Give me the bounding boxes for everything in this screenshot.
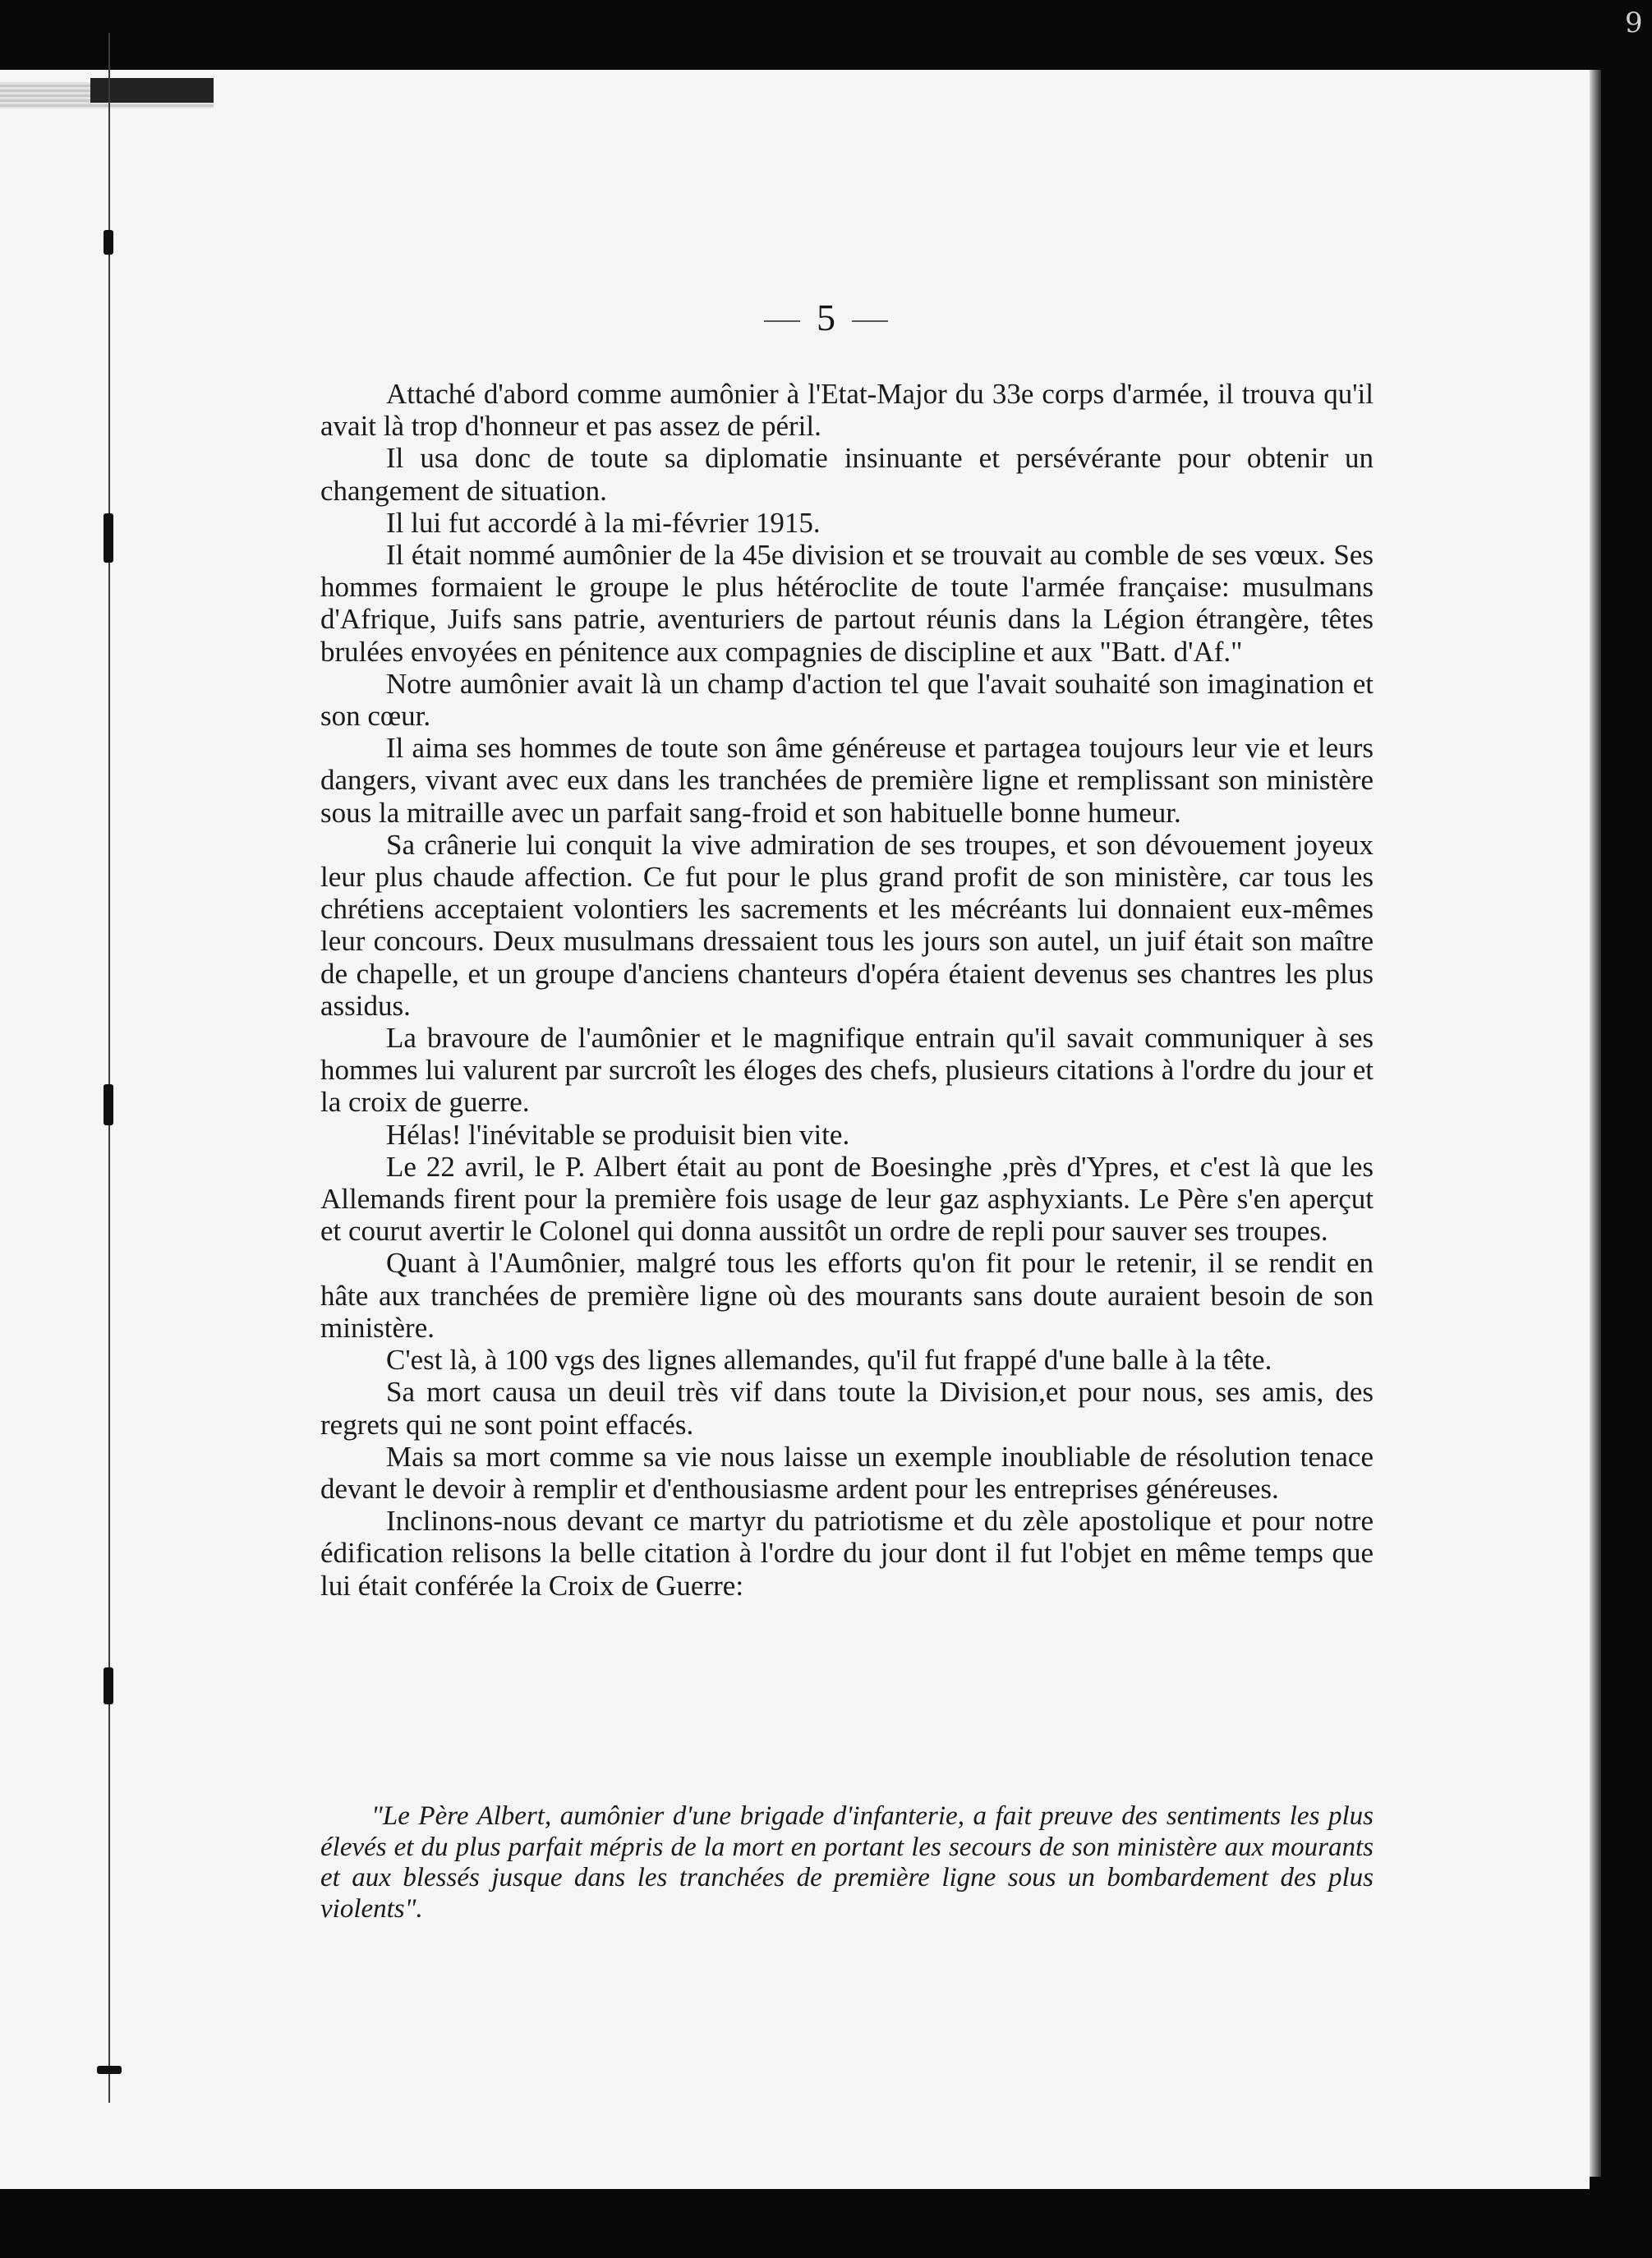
paragraph: Quant à l'Aumônier, malgré tous les efforts qu'on fit pour le retenir, il se rendit en hâte aux tranchées de première ligne où des mourants sans doute auraient besoin de son ministère.	[320, 1247, 1374, 1344]
paragraph: C'est là, à 100 vgs des lignes allemandes, qu'il fut frappé d'une balle à la tête.	[386, 1344, 1272, 1377]
margin-speck	[104, 230, 113, 255]
corner-mark: 9	[1625, 7, 1643, 39]
paragraph: Mais sa mort comme sa vie nous laisse un exemple inoubliable de résolution tenace devant le devoir à remplir et d'enthousiasme ardent pour les entreprises généreuses.	[320, 1440, 1374, 1505]
paragraph: Il lui fut accordé à la mi-février 1915.	[386, 506, 821, 539]
paragraph: Notre aumônier avait là un champ d'action tel que l'avait souhaité son imagination et son cœur.	[320, 667, 1374, 733]
paragraph: Sa crânerie lui conquit la vive admiration de ses troupes, et son dévouement joyeux leur plus chaude affection. Ce fut pour le plus grand profit de son ministère, car tous les chrétiens acceptaient volontiers les sacrements et les mécréants lui donnaient eux-mêmes leur concours. Deux musulmans dressaient tous les jours son autel, un juif était son maître de chapelle, et un groupe d'anciens chanteurs d'opéra étaient devenus ses chantres les plus assidus.	[320, 828, 1374, 1022]
page-edge-right	[1590, 70, 1601, 2177]
page-number-value: 5	[817, 297, 835, 338]
body-text	[320, 378, 1374, 1602]
paragraph: Inclinons-nous devant ce martyr du patriotisme et du zèle apostolique et pour notre édification relisons la belle citation à l'ordre du jour dont il fut l'objet en même temps que lui était conférée la Croix de Guerre:	[320, 1505, 1374, 1602]
paragraph: Il usa donc de toute sa diplomatie insinuante et persévérante pour obtenir un changement de situation.	[320, 442, 1374, 507]
margin-speck	[104, 1084, 113, 1125]
page-edge-left	[108, 33, 110, 2103]
margin-speck	[97, 2066, 122, 2074]
paragraph: Il était nommé aumônier de la 45e division et se trouvait au comble de ses vœux. Ses hommes formaient le groupe le plus hétéroclite de toute l'armée française: musulmans d'Afrique, Juifs sans patrie, aventuriers de partout réunis dans la Légion étrangère, têtes brulées envoyées en pénitence aux compagnies de discipline et aux "Batt. d'Af."	[320, 539, 1374, 668]
page-number	[0, 296, 1652, 339]
page-number-dash-left	[764, 320, 800, 322]
margin-speck	[104, 1667, 113, 1704]
citation-quote: "Le Père Albert, aumônier d'une brigade d'infanterie, a fait preuve des sentiments les plus élevés et du plus parfait mépris de la mort en portant les secours de son ministère aux mourants et aux blessés jusque dans les tranchées de première ligne sous un bombardement des plus violents".	[320, 1801, 1374, 1924]
paragraph: Le 22 avril, le P. Albert était au pont de Boesinghe ,près d'Ypres, et c'est là que les Allemands firent pour la première fois usage de leur gaz asphyxiants. Le Père s'en aperçut et courut avertir le Colonel qui donna aussitôt un ordre de repli pour sauver ses troupes.	[320, 1150, 1374, 1248]
paragraph: Hélas! l'inévitable se produisit bien vite.	[386, 1118, 850, 1151]
paragraph: La bravoure de l'aumônier et le magnifique entrain qu'il savait communiquer à ses hommes lui valurent par surcroît les éloges des chefs, plusieurs citations à l'ordre du jour et la croix de guerre.	[320, 1022, 1374, 1119]
paragraph: Il aima ses hommes de toute son âme généreuse et partagea toujours leur vie et leurs dangers, vivant avec eux dans les tranchées de première ligne et remplissant son ministère sous la mitraille avec un parfait sang-froid et son habituelle bonne humeur.	[320, 732, 1374, 829]
paragraph: Attaché d'abord comme aumônier à l'Etat-Major du 33e corps d'armée, il trouva qu'il avait là trop d'honneur et pas assez de péril.	[320, 378, 1374, 443]
margin-speck	[104, 513, 113, 563]
page-number-dash-right	[852, 320, 888, 322]
paragraph: Sa mort causa un deuil très vif dans toute la Division,et pour nous, ses amis, des regrets qui ne sont point effacés.	[320, 1376, 1374, 1441]
